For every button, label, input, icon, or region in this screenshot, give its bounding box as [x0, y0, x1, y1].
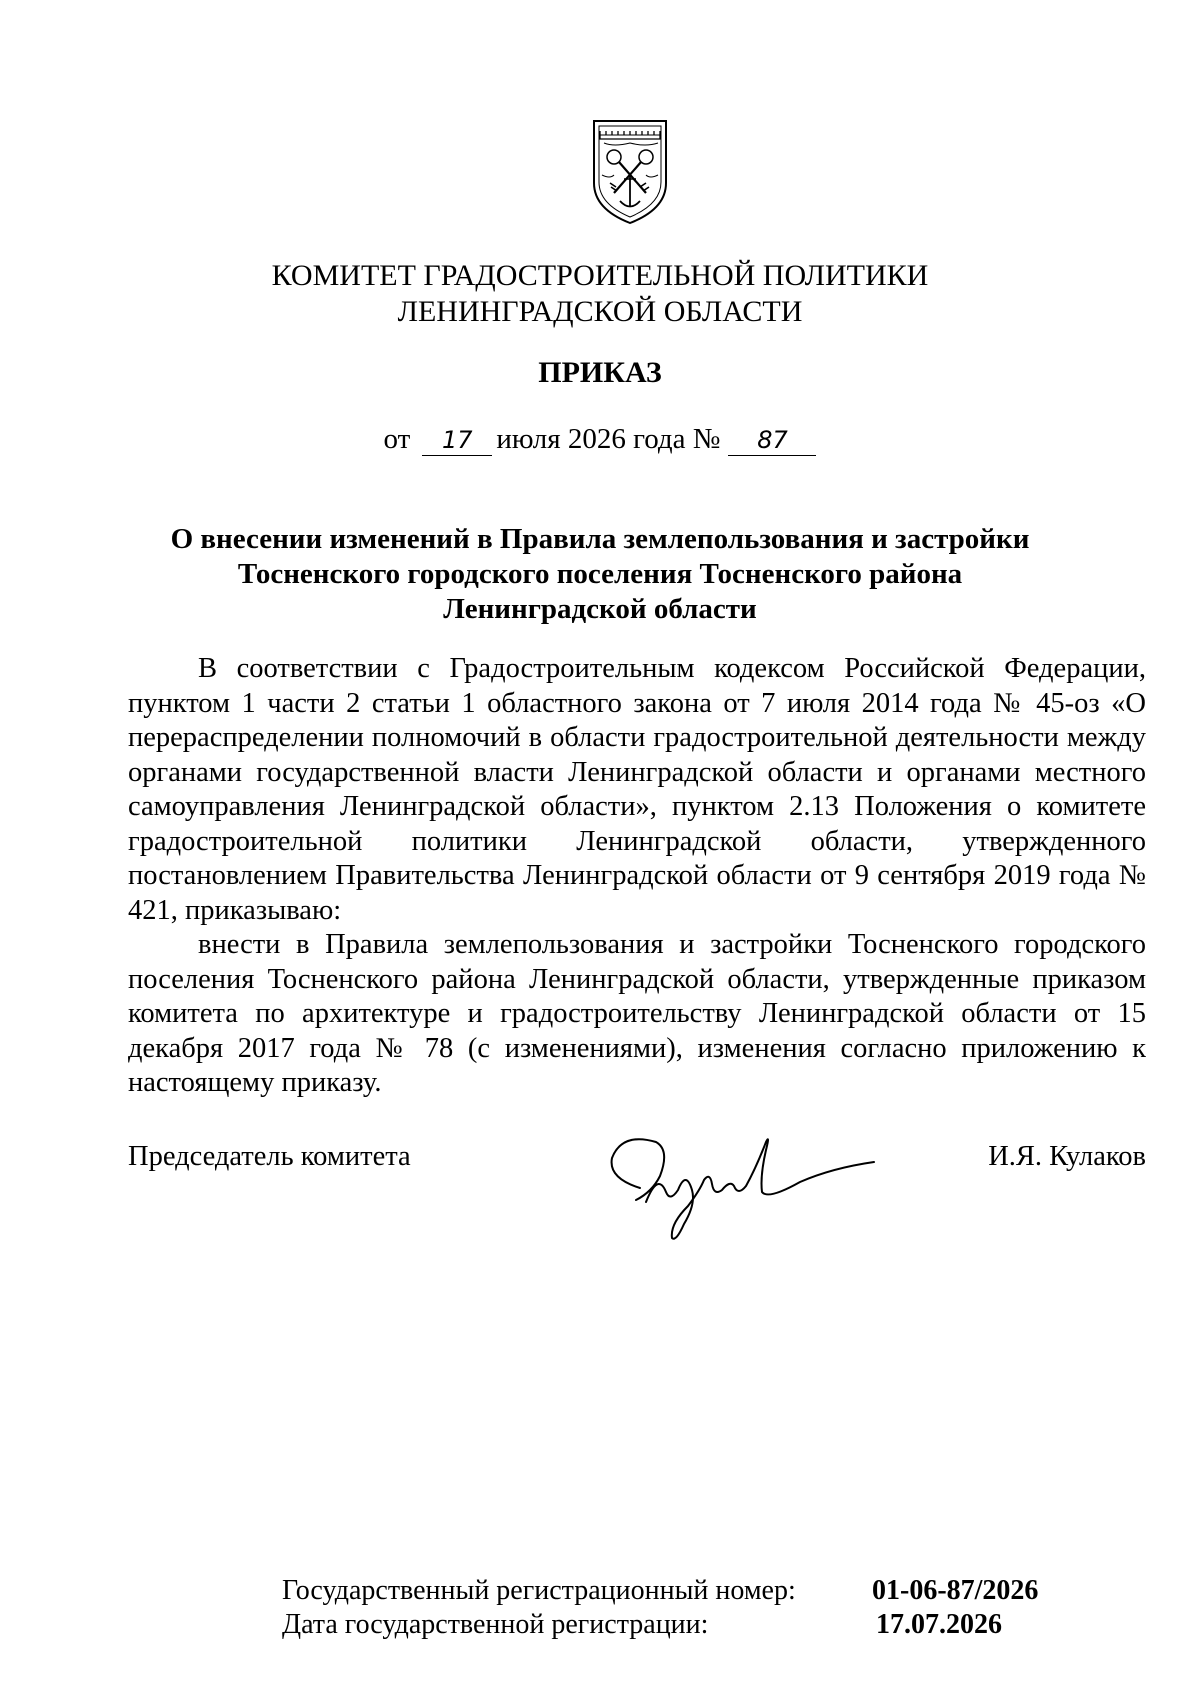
- subject-line-1: О внесении изменений в Правила землепользования и застройки: [170, 523, 1030, 555]
- handwritten-signature: [600, 1120, 880, 1250]
- registration-number-value: 01-06-87/2026: [872, 1575, 1039, 1606]
- registration-date-label: Дата государственной регистрации:: [282, 1609, 709, 1640]
- coat-of-arms-icon: [590, 117, 670, 227]
- date-month-year: июля 2026 года №: [496, 423, 721, 455]
- order-date-line: [0, 421, 1200, 457]
- order-number-handwritten: 87: [728, 425, 816, 456]
- signatory-title: Председатель комитета: [128, 1141, 411, 1172]
- organization-name-line-1: КОМИТЕТ ГРАДОСТРОИТЕЛЬНОЙ ПОЛИТИКИ: [271, 259, 929, 292]
- subject-line-2: Тосненского городского поселения Тосненского района: [237, 558, 963, 590]
- order-subject: [0, 522, 1200, 627]
- order-day-handwritten: 17: [422, 425, 492, 456]
- preamble-paragraph: В соответствии с Градостроительным кодексом Российской Федерации, пунктом 1 части 2 статьи 1 областного закона от 7 июля 2014 года № 45-оз «О перераспределении полномочий в области градостроительной деятельности между органами государственной власти Ленинградской области и органами местного самоуправления Ленинградской области», пунктом 2.13 Положения о комитете градостроительной политики Ленинградской области, утвержденного постановлением Правительства Ленинградской области от 9 сентября 2019 года № 421, приказываю:: [128, 653, 1146, 926]
- document-type-title: ПРИКАЗ: [538, 356, 662, 389]
- date-prefix: от: [383, 423, 411, 455]
- registration-date-value: 17.07.2026: [876, 1609, 1002, 1640]
- operative-paragraph: внести в Правила землепользования и застройки Тосненского городского поселения Тосненского района Ленинградской области, утвержденные приказом комитета по архитектуре и градостроительству Ленинградской области от 15 декабря 2017 года № 78 (с изменениями), изменения согласно приложению к настоящему приказу.: [128, 929, 1146, 1098]
- signatory-name: И.Я. Кулаков: [988, 1141, 1146, 1172]
- organization-name-line-2: ЛЕНИНГРАДСКОЙ ОБЛАСТИ: [397, 295, 803, 328]
- registration-number-label: Государственный регистрационный номер:: [282, 1575, 796, 1606]
- subject-line-3: Ленинградской области: [443, 593, 757, 625]
- order-body: [128, 652, 1146, 1101]
